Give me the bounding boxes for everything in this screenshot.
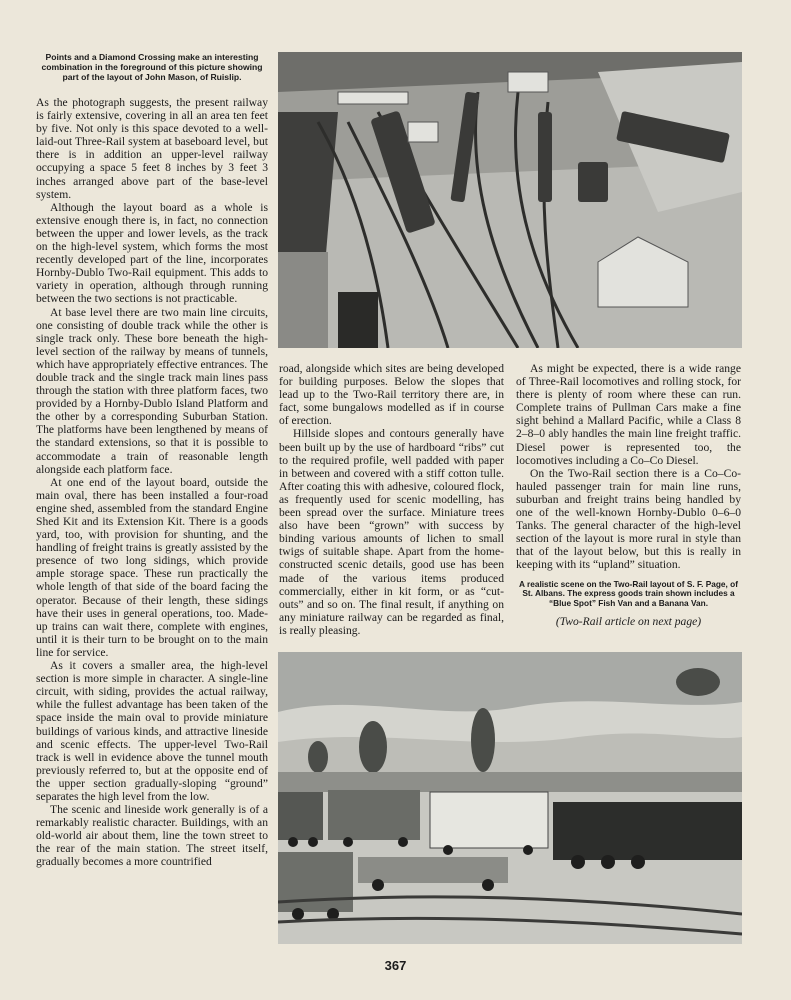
paragraph: As it covers a smaller area, the high-level section is more simple in character. A single-line circuit, with siding, provides the actual railway, while the fullest advantage has been taken of the space inside the main oval to provide miniature buildings of various kinds, and attractive lineside and scenic effects. The upper-level Two-Rail track is well in evidence above the tunnel mouth previously referred to, but at the opposite end of the upper section gradually-sloping “ground” separates the high level from the low. <box>36 659 268 803</box>
paragraph: Although the layout board as a whole is extensive enough there is, in fact, no connection between the upper and lower levels, as the track on the high-level system, which forms the most recently developed part of the line, incorporates Hornby-Dublo Two-Rail equipment. This adds to variety in operation, although through running between the two sections is not practicable. <box>36 200 268 306</box>
layout-photo-s-f-page <box>278 652 742 944</box>
article-column-2 <box>279 362 504 637</box>
paragraph: At one end of the layout board, outside the main oval, there has been installed a four-road engine shed, assembled from the standard Engine Shed Kit and its Extension Kit. There is a goods yard, too, with provision for shunting, and the handling of freight trains is greatly assisted by the presence of two long sidings, which provide ample storage space. These run practically the whole length of that side of the board facing the operator. Because of their length, these sidings have their uses in general operations, too. Made-up trains can wait there, complete with engines, until it is their turn to be brought on to the main line for service. <box>36 475 268 659</box>
layout-photo-john-mason <box>278 52 742 348</box>
article-column-1 <box>36 96 268 869</box>
paragraph: As the photograph suggests, the present railway is fairly extensive, covering in all an area ten feet by five. Not only is this space devoted to a well-laid-out Three-Rail system at baseboard level, but there is in addition an upper-level railway occupying a space 5 feet 8 inches by 3 feet 3 inches arranged above part of the base-level system. <box>36 96 268 201</box>
page-number: 367 <box>384 958 407 973</box>
photo-caption-bottom: A realistic scene on the Two-Rail layout of S. F. Page, of St. Albans. The express goods train shown includes a “Blue Spot” Fish Van and a Banana Van. <box>519 578 738 608</box>
paragraph: The scenic and lineside work generally is of a remarkably realistic character. Buildings, with an old-world air about them, line the town street to the rear of the main station. The street itself, gradually becomes a more countrified <box>36 803 268 869</box>
paragraph: On the Two-Rail section there is a Co–Co-hauled passenger train for main line runs, suburban and freight trains being handled by one of the well-known Hornby-Dublo 0–6–0 Tanks. The general character of the high-level section of the layout is more rural in style than that of the layout below, but this is really in keeping with its “upland” situation. <box>516 466 741 572</box>
paragraph: Hillside slopes and contours generally have been built up by the use of hardboard “ribs” cut to the required profile, well padded with paper in between and covered with a stiff cotton tulle. After coating this with adhesive, coloured flock, as frequently used for scenic modelling, has been spread over the surface. Miniature trees also have been “grown” with success by binding various amounts of lichen to small twigs of suitable shape. Apart from the home-constructed scenic details, good use has been made of the various items produced commercially, either in kit form, or as “cut-outs” and so on. The final result, if anything on any miniature railway can be regarded as final, is really pleasing. <box>279 427 504 637</box>
paragraph: road, alongside which sites are being developed for building purposes. Below the slopes that lead up to the Two-Rail territory there are, in fact, some bungalows modelled as if in course of erection. <box>279 362 504 428</box>
paragraph: At base level there are two main line circuits, one consisting of double track while the other is single track only. These bore beneath the high-level section of the railway by means of tunnels, which have appropriately effective entrances. The double track and the single track main lines pass through the station with three platform faces, two provided by a Hornby-Dublo Island Platform and the other by a corresponding Suburban Station. The platforms have been lengthened by means of the standard extensions, so that it is possible to accommodate a train of reasonable length alongside each platform face. <box>36 305 268 476</box>
paragraph: As might be expected, there is a wide range of Three-Rail locomotives and rolling stock, for there is plenty of room where these can run. Complete trains of Pullman Cars make a fine sight behind a Mallard Pacific, while a Class 8 2–8–0 ably handles the main line freight traffic. Diesel power is represented too, the locomotives including a Co–Co Diesel. <box>516 362 741 467</box>
photo-caption-top: Points and a Diamond Crossing make an interesting combination in the foreground of this picture showing part of the layout of John Mason, of Ruislip. <box>41 52 263 82</box>
article-column-3 <box>516 362 741 628</box>
continuation-note: (Two-Rail article on next page) <box>555 615 702 629</box>
